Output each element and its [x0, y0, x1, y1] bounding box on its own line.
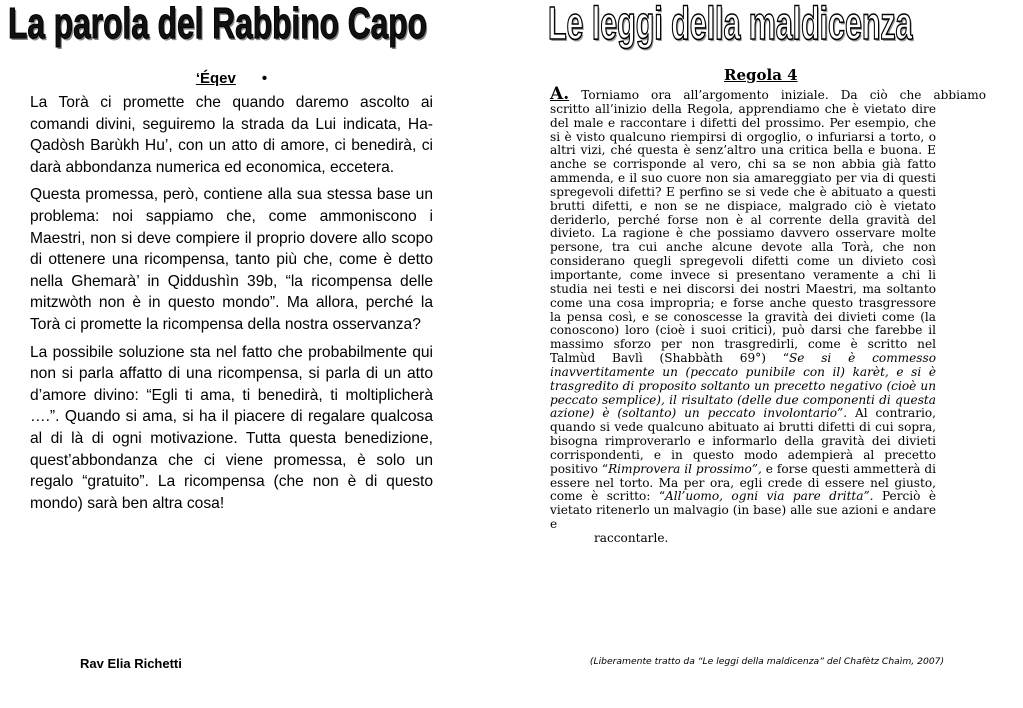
left-paragraph-3: La possibile soluzione sta nel fatto che probabilmente qui non si parla affatto di una ricompensa, si parla di un atto d’amore divino: “Egli ti ama, ti benedirà, ti moltiplicherà ….”. Quando si ama, si ha il piacere di regalare qualcosa al di là di ogni motivazione. Tutta questa benedizione, quest’abbondanza che ci viene promessa, è solo un regalo “gratuito”. La ricompensa (che non è di questo mondo) sarà ben altra cosa! — [30, 343, 433, 512]
rule-text-2: Al contrario, quando si vede qualcuno abituato ai brutti difetti di cui sopra, bisogna rimproverarlo e informarlo della gravità dei divieti corrispondenti, e in questo modo adempierà al precetto positivo “ — [550, 406, 936, 476]
rule-body — [550, 84, 986, 546]
rule-text-4: Perciò è vietato ritenerlo un malvagio (in base) alle sue azioni e andare e — [550, 489, 936, 532]
left-paragraph-1: La Torà ci promette che quando daremo ascolto ai comandi divini, seguiremo la strada da Lui indicata, Ha-Qadòsh Barùkh Hu’, con un atto di amore, ci benedirà, ci darà abbondanza numerica ed economica, eccetera. — [30, 94, 433, 176]
rule-letter: A. — [550, 84, 570, 104]
bullet-icon: • — [261, 70, 268, 87]
left-paragraph-2: Questa promessa, però, contiene alla sua stessa base un problema: noi sappiamo che, come ammoniscono i Maestri, non si deve compiere il proprio dovere allo scopo di ottenere una ricompensa, tanto più che, come è detto nella Ghemarà’ in Qiddushìn 39b, “la ricompensa delle mitzwòth non è in questo mondo”. Ma allora, perché la Torà ci promette la ricompensa della nostra osservanza? — [30, 186, 433, 333]
left-page-title: La parola del Rabbino Capo — [8, 0, 427, 48]
rule-text-1: scritto all’inizio della Regola, apprendiamo che è vietato dire del male e raccontare i difetti del prossimo. Per esempio, che si è visto qualcuno riempirsi di orgoglio, o infuriarsi a torto, o altri vizi, ché questa è senz’altro una critica bella e buona. E anche se corrisponde al vero, chi sa se non abbia già fatto ammenda, e il suo cuore non sia amareggiato per via di questi spregevoli difetti? E perfino se si vede che è abituato a questi brutti difetti, e non se ne dispiace, malgrado ciò è vietato deriderlo, perché forse non è al corrente della gravità del divieto. La ragione è che possiamo davvero osservare molte persone, tra cui anche alcune devote alla Torà, che non considerano quegli spregevoli difetti come un divieto così importante, come invece si presentano veramente a chi li studia nei testi e nei discorsi dei nostri Maestri, ma soltanto come una cosa impropria; e forse anche questo trasgressore la pensa così, e se conoscesse la gravità dei divieti come (la conoscono) loro (cioè i suoi critici), può darsi che farebbe il massimo sforzo per non trasgredirli, come è scritto nel Talmùd Bavlì (Shabbàth 69°) “ — [550, 101, 936, 366]
parasha-name: ‘Éqev — [195, 70, 236, 87]
rule-italic-quote-3: All’uomo, ogni via pare dritta”. — [665, 489, 874, 504]
author-signature: Rav Elia Richetti — [80, 656, 182, 671]
rule-title: Regola 4 — [724, 66, 798, 84]
source-note: (Liberamente tratto da “Le leggi della maldicenza” del Chafètz Chaìm, 2007) — [589, 656, 945, 667]
rule-first-line-text: Torniamo ora all’argomento iniziale. Da ciò che abbiamo — [581, 88, 986, 102]
rule-first-line — [550, 84, 986, 104]
parasha-heading — [30, 70, 433, 88]
rule-italic-quote-1: Se si è commesso inavvertitamente un (peccato punibile con il) karèt, e si è trasgredito di proposito soltanto un precetto negativo (cioè un peccato semplice), il risultato (delle due componenti di questa azione) è (soltanto) un peccato involontario”. — [550, 351, 936, 421]
rule-text-3: e forse questi ammetterà di essere nel torto. Ma per ora, egli crede di essere nel giusto, come è scritto: “ — [550, 461, 936, 504]
right-page-title: Le leggi della maldicenza — [548, 0, 913, 49]
rule-last-line: raccontarle. — [594, 531, 669, 545]
rule-italic-quote-2: Rimprovera il prossimo”, — [608, 461, 762, 476]
left-column — [30, 70, 433, 520]
